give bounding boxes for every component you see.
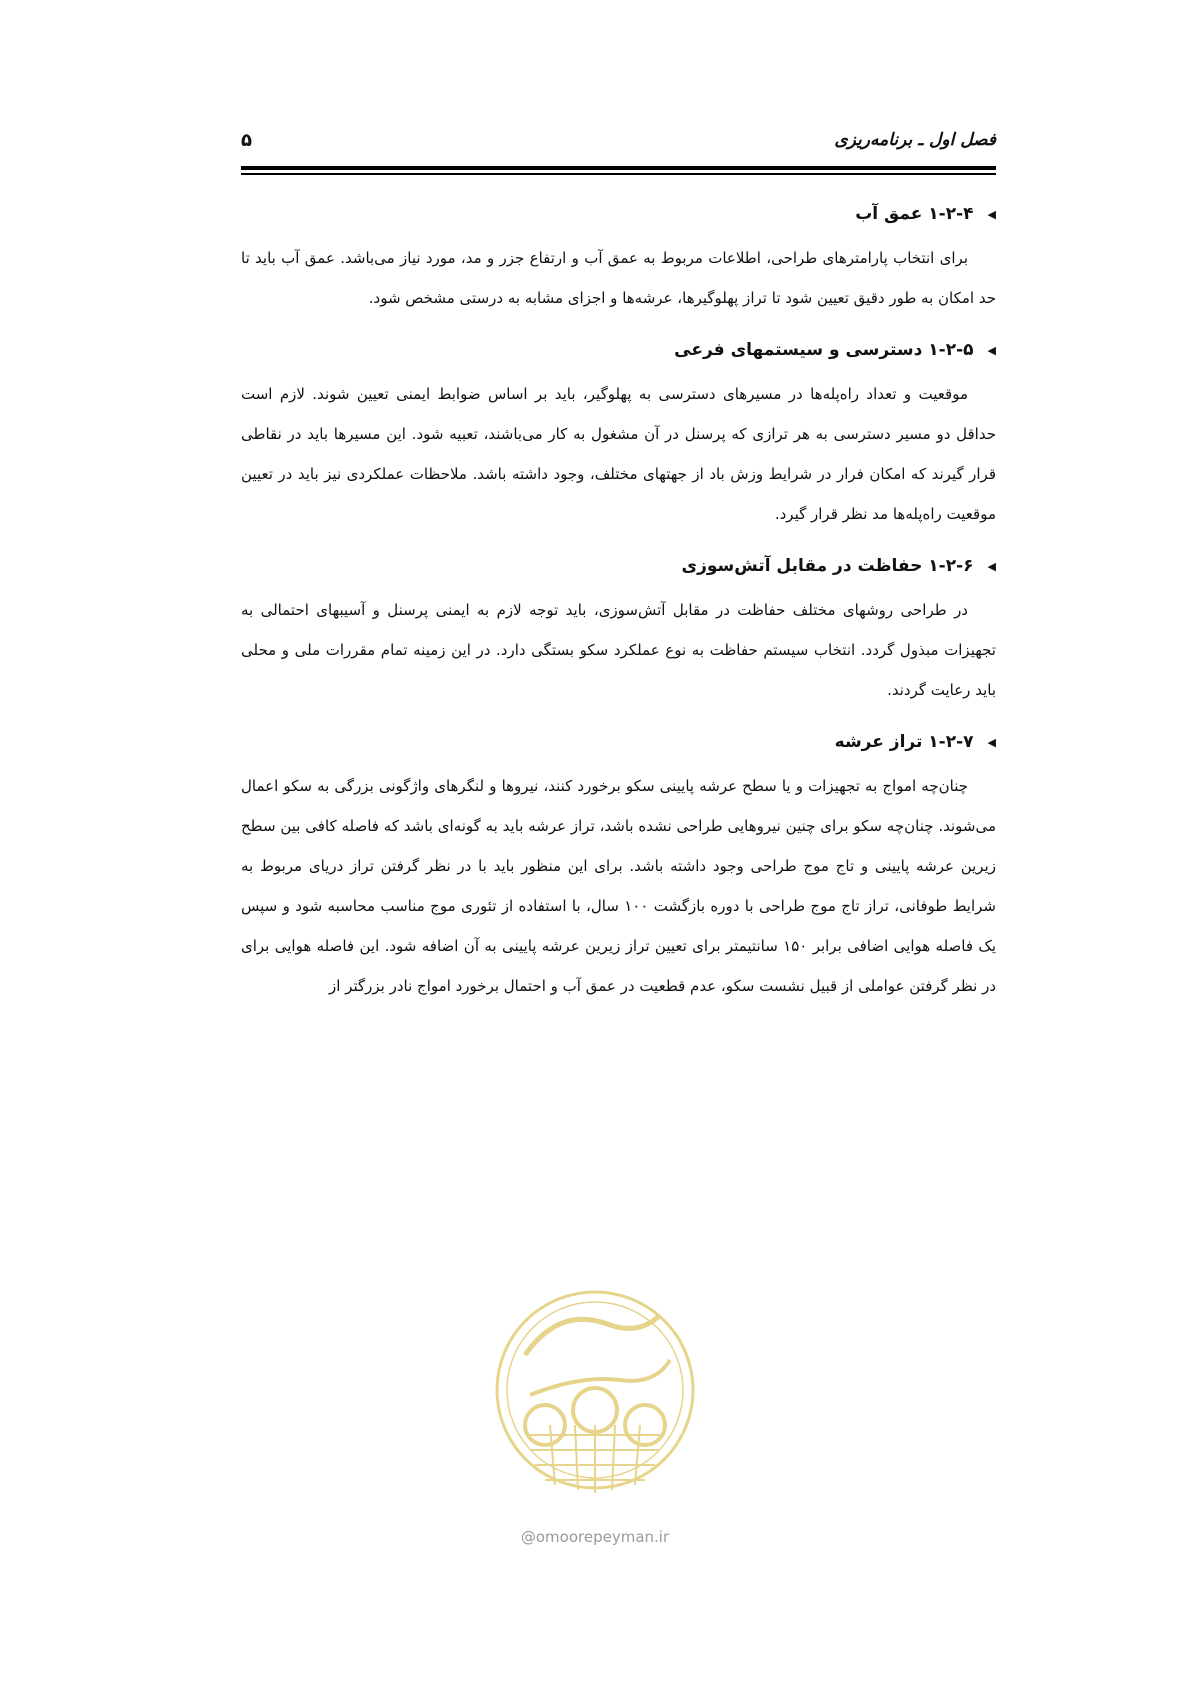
section-body: موقعیت و تعداد راه‌پله‌ها در مسیرهای دسترسی به پهلوگیر، باید بر اساس ضوابط ایمنی تعیین شوند. لازم است حداقل دو مسیر دسترسی به هر ترازی که پرسنل در آن مشغول به کار می‌باشند، تعبیه شود. این مسیرها باید در نقاطی قرار گیرند که امکان فرار در شرایط وزش باد از جهتهای مختلف، وجود داشته باشد. ملاحظات عملکردی نیز باید در تعیین موقعیت راه‌پله‌ها مد نظر قرار گیرد.	[241, 385, 996, 523]
watermark-url: @omoorepeyman.ir	[520, 1528, 670, 1546]
section-body: در طراحی روشهای مختلف حفاظت در مقابل آتش‌سوزی، باید توجه لازم به ایمنی پرسنل و آسیبهای احتمالی به تجهیزات مبذول گردد. انتخاب سیستم حفاظت به نوع عملکرد سکو بستگی دارد. در این زمینه تمام مقررات ملی و محلی باید رعایت گردند.	[241, 601, 996, 699]
section-fire-protection	[241, 552, 996, 710]
section-water-depth	[241, 200, 996, 318]
watermark-calligraphy-stroke	[525, 1315, 660, 1355]
running-header	[241, 130, 996, 164]
section-heading-text: ۱-۲-۵ دسترسی و سیستمهای فرعی	[674, 340, 974, 360]
header-rule-thick	[241, 166, 996, 170]
chapter-title: فصل اول ـ برنامه‌ریزی	[834, 130, 996, 150]
triangle-bullet-icon: ◀	[987, 735, 996, 749]
section-heading-text: ۱-۲-۶ حفاظت در مقابل آتش‌سوزی	[681, 556, 974, 576]
section-heading	[241, 552, 996, 580]
watermark-logo	[490, 1285, 700, 1505]
section-heading-text: ۱-۲-۷ تراز عرشه	[834, 732, 974, 752]
triangle-bullet-icon: ◀	[987, 343, 996, 357]
page-content	[241, 196, 996, 1024]
header-rule-thin	[241, 173, 996, 175]
section-heading-text: ۱-۲-۴ عمق آب	[855, 204, 974, 224]
triangle-bullet-icon: ◀	[987, 559, 996, 573]
page-number: ۵	[241, 130, 252, 151]
section-access-subsystems	[241, 336, 996, 534]
watermark-gear-icon	[525, 1405, 565, 1445]
section-body: چنان‌چه امواج به تجهیزات و یا سطح عرشه پایینی سکو برخورد کنند، نیروها و لنگرهای واژگونی بزرگی به سکو اعمال می‌شوند. چنان‌چه سکو برای چنین نیروهایی طراحی نشده باشد، تراز عرشه باید به گونه‌ای باشد که فاصله کافی بین سطح زیرین عرشه پایینی و تاج موج طراحی وجود داشته باشد. برای این منظور باید با در نظر گرفتن تراز دریای مربوط به شرایط طوفانی، تراز تاج موج طراحی با دوره بازگشت ۱۰۰ سال، با استفاده از تئوری موج مناسب محاسبه شود و سپس یک فاصله هوایی اضافی برابر ۱۵۰ سانتیمتر برای تعیین تراز زیرین عرشه پایینی به آن اضافه شود. این فاصله هوایی برای در نظر گرفتن عواملی از قبیل نشست سکو، عدم قطعیت در عمق آب و احتمال برخورد امواج نادر بزرگتر از	[241, 777, 996, 995]
watermark-gear-icon	[625, 1405, 665, 1445]
section-heading	[241, 200, 996, 228]
watermark-grid-icon	[530, 1425, 660, 1493]
section-body: برای انتخاب پارامترهای طراحی، اطلاعات مربوط به عمق آب و ارتفاع جزر و مد، مورد نیاز می‌باشد. عمق آب باید تا حد امکان به طور دقیق تعیین شود تا تراز پهلوگیرها، عرشه‌ها و اجزای مشابه به درستی مشخص شود.	[241, 249, 996, 307]
section-heading	[241, 336, 996, 364]
triangle-bullet-icon: ◀	[987, 207, 996, 221]
section-heading	[241, 728, 996, 756]
section-deck-elevation	[241, 728, 996, 1006]
